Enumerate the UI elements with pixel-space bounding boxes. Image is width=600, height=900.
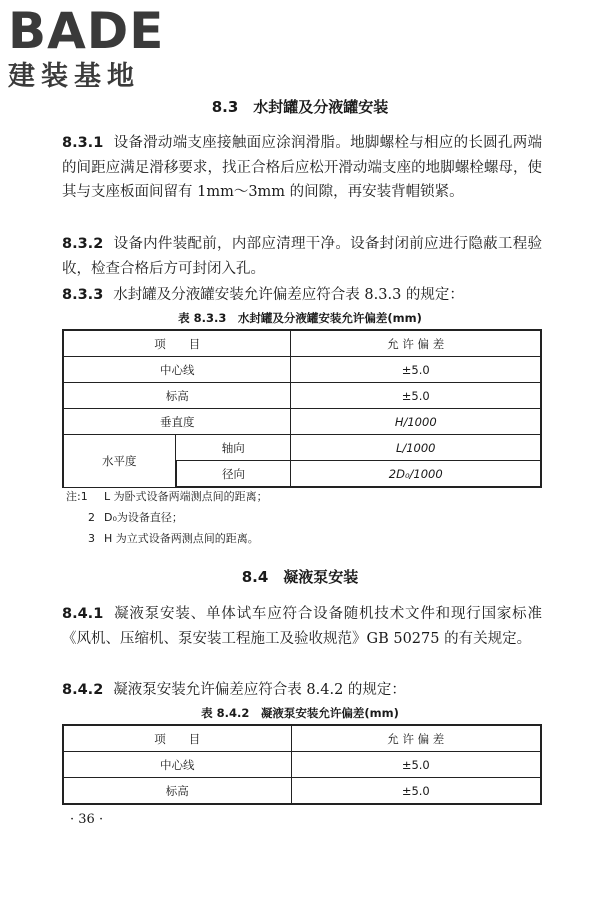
table-8-3-3-caption: 表 8.3.3 水封罐及分液罐安装允许偏差(mm)	[178, 311, 422, 325]
clause-text: 设备内件装配前，内部应清理干净。设备封闭前应进行隐蔽工程验收，检查合格后方可封闭入孔。	[62, 236, 542, 277]
row-value: H/1000	[291, 409, 541, 435]
clause-number: 8.3.3	[62, 287, 104, 303]
table-8-3-3	[62, 329, 542, 488]
row-item: 中心线	[63, 357, 291, 383]
row-value: ±5.0	[291, 383, 541, 409]
row-item: 垂直度	[63, 409, 291, 435]
note-index: 1	[80, 490, 88, 503]
table-row	[63, 778, 541, 805]
note-line	[66, 528, 268, 549]
clause-number: 8.4.1	[62, 606, 104, 622]
clause-8-3-2	[62, 232, 542, 281]
section-8-3-title: 8.3 水封罐及分液罐安装	[211, 98, 389, 116]
clause-text: 凝液泵安装、单体试车应符合设备随机技术文件和现行国家标准《风机、压缩机、泵安装工程施工及验收规范》GB 50275 的有关规定。	[62, 606, 542, 647]
clause-text: 水封罐及分液罐安装允许偏差应符合表 8.3.3 的规定：	[113, 287, 464, 303]
row-value: ±5.0	[291, 778, 541, 805]
row-subitem: 径向	[176, 461, 291, 488]
group-label: 水平度	[63, 435, 176, 488]
table-8-4-2	[62, 724, 542, 805]
row-item: 标高	[63, 778, 291, 805]
note-text: H 为立式设备两测点间的距离。	[104, 532, 259, 545]
row-subitem: 轴向	[176, 435, 291, 461]
row-item: 中心线	[63, 752, 291, 778]
clause-number: 8.3.2	[62, 236, 104, 252]
clause-text: 凝液泵安装允许偏差应符合表 8.4.2 的规定：	[113, 682, 406, 698]
clause-8-3-3	[62, 283, 542, 308]
section-8-4-title: 8.4 凝液泵安装	[241, 568, 359, 586]
table-row	[63, 383, 541, 409]
clause-8-4-2	[62, 678, 542, 703]
clause-number: 8.4.2	[62, 682, 104, 698]
table-row	[63, 435, 541, 461]
note-index: 2	[88, 511, 95, 524]
table-row	[63, 409, 541, 435]
clause-text: 设备滑动端支座接触面应涂润滑脂。地脚螺栓与相应的长圆孔两端的间距应满足滑移要求，找正合格后应松开滑动端支座的地脚螺栓螺母，使其与支座板面间留有 1mm～3mm 的间隙，再安装背帽锁紧。	[62, 135, 542, 200]
note-line	[66, 507, 268, 528]
row-value: 2D₀/1000	[291, 461, 541, 488]
clause-8-4-1	[62, 602, 542, 651]
note-text: L 为卧式设备两端测点间的距离；	[104, 490, 268, 503]
page-number: · 36 ·	[70, 812, 104, 827]
table-header-row	[63, 725, 541, 752]
table-notes	[66, 486, 268, 549]
notes-label: 注:	[66, 490, 81, 503]
clause-8-3-1	[62, 131, 542, 205]
logo-subtitle: 建装基地	[8, 61, 140, 92]
note-text: D₀为设备直径；	[104, 511, 183, 524]
header-value: 允 许 偏 差	[291, 725, 541, 752]
header-item: 项 目	[63, 725, 291, 752]
row-item: 标高	[63, 383, 291, 409]
row-value: ±5.0	[291, 357, 541, 383]
header-item: 项 目	[63, 330, 291, 357]
note-index: 3	[88, 532, 95, 545]
row-value: L/1000	[291, 435, 541, 461]
brand-logo	[8, 4, 178, 94]
table-header-row	[63, 330, 541, 357]
table-8-4-2-caption: 表 8.4.2 凝液泵安装允许偏差(mm)	[201, 706, 399, 720]
row-value: ±5.0	[291, 752, 541, 778]
table-row	[63, 752, 541, 778]
clause-number: 8.3.1	[62, 135, 104, 151]
logo-wordmark: BADE	[8, 2, 165, 60]
note-line	[66, 486, 268, 507]
table-row	[63, 357, 541, 383]
header-value: 允 许 偏 差	[291, 330, 541, 357]
